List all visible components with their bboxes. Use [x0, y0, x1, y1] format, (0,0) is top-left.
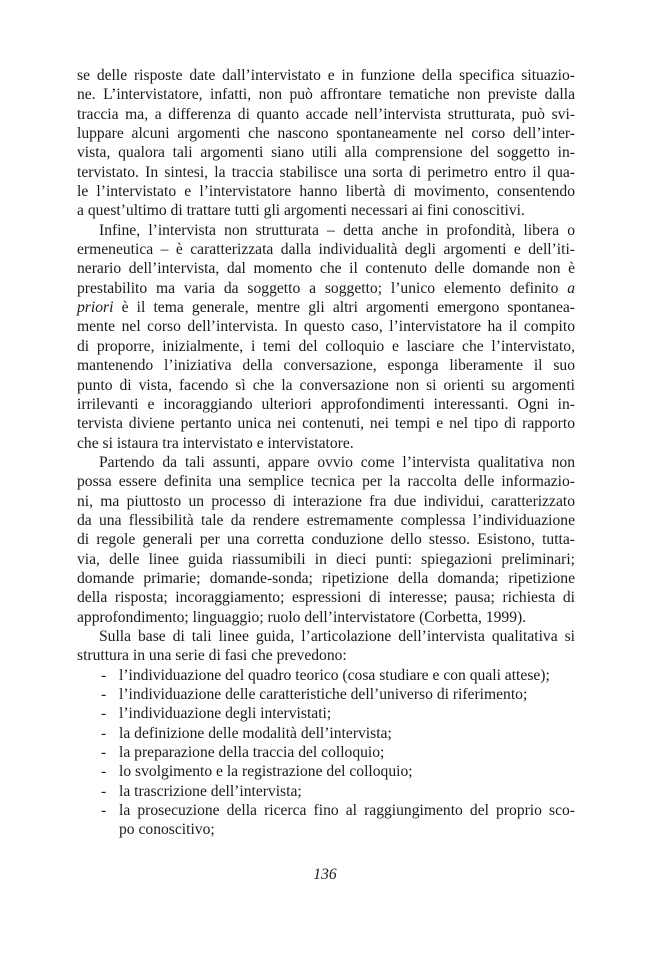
list-item	[77, 704, 575, 723]
list-item-text: la preparazione della traccia del colloquio;	[119, 744, 385, 762]
list-item	[77, 743, 575, 762]
dash-bullet-icon: -	[101, 802, 107, 820]
text-line: di regole generali per una corretta conduzione dello stesso. Esistono, tutta-	[77, 531, 575, 549]
text-line: Sulla base di tali linee guida, l’articolazione dell’intervista qualitativa si	[99, 627, 575, 645]
text-line: struttura in una serie di fasi che prevedono:	[77, 647, 347, 665]
text-line: via, delle linee guida riassumibili in dieci punti: spiegazioni preliminari;	[77, 550, 575, 568]
list-item	[77, 666, 575, 685]
text-line: se delle risposte date dall’intervistato e in funzione della specifica situazio-	[77, 67, 575, 84]
text-fragment: è il tema generale, mentre gli altri argomenti emergono spontanea-	[121, 299, 575, 317]
text-line: vista, qualora tali argomenti siano utili alla comprensione del soggetto in-	[77, 144, 575, 162]
dash-bullet-icon: -	[101, 782, 107, 800]
text-line: da una flessibilità tale da rendere estremamente complessa l’individuazione	[77, 511, 575, 529]
text-line: della risposta; incoraggiamento; espressioni di interesse; pausa; richiesta di	[77, 589, 575, 607]
list-item-text: lo svolgimento e la registrazione del colloquio;	[119, 763, 413, 781]
text-line	[77, 298, 575, 317]
text-line	[77, 279, 575, 298]
list-item-text: po conoscitivo;	[119, 821, 215, 839]
text-line: mente nel corso dell’intervista. In questo caso, l’intervistatore ha il compito	[77, 318, 575, 336]
list-item	[77, 782, 575, 801]
text-line: ermeneutica – è caratterizzata dalla individualità degli argomenti e dell’iti-	[77, 241, 575, 259]
text-line: tervista diviene pertanto unica nei contenuti, nei tempi e nel tipo di rapporto	[77, 415, 575, 433]
paragraph-1	[77, 66, 575, 221]
list-item-text: la prosecuzione della ricerca fino al raggiungimento del proprio sco-	[119, 802, 575, 820]
text-line: nerario dell’intervista, dal momento che il contenuto delle domande non è	[77, 260, 575, 278]
text-line: irrilevanti e incoraggiando ulteriori approfondimenti interessanti. Ogni in-	[77, 395, 575, 413]
dash-bullet-icon: -	[101, 666, 107, 684]
list-item-text: la trascrizione dell’intervista;	[119, 782, 302, 800]
list-item-text: l’individuazione degli intervistati;	[119, 705, 332, 723]
text-line: di proporre, inizialmente, i temi del colloquio e lasciare che l’intervistato,	[77, 337, 575, 355]
document-page	[77, 66, 575, 840]
text-line: a quest’ultimo di trattare tutti gli argomenti necessari ai fini conoscitivi.	[77, 202, 525, 220]
text-line: Infine, l’intervista non strutturata – detta anche in profondità, libera o	[99, 221, 575, 239]
dash-bullet-icon: -	[101, 705, 107, 723]
page-number: 136	[313, 866, 337, 883]
text-line: ne. L’intervistatore, infatti, non può affrontare tematiche non previste dalla	[77, 86, 575, 104]
list-item	[77, 685, 575, 704]
text-line: traccia ma, a differenza di quanto accade nell’intervista strutturata, può svi-	[77, 105, 575, 123]
text-line: tervistato. In sintesi, la traccia stabilisce una sorta di perimetro entro il qua-	[77, 163, 575, 181]
dash-bullet-icon: -	[101, 686, 107, 703]
dash-bullet-icon: -	[101, 724, 107, 742]
list-item-text: la definizione delle modalità dell’intervista;	[119, 724, 392, 742]
text-line: Partendo da tali assunti, appare ovvio come l’intervista qualitativa non	[99, 453, 575, 471]
paragraph-3	[77, 453, 575, 627]
paragraph-4	[77, 627, 575, 666]
list-item-text: l’individuazione delle caratteristiche dell’universo di riferimento;	[119, 686, 528, 703]
text-fragment: prestabilito ma varia da soggetto a soggetto; l’unico elemento definito	[77, 279, 559, 297]
dash-bullet-icon: -	[101, 763, 107, 781]
text-line: che si istaura tra intervistato e intervistatore.	[77, 434, 354, 452]
text-line: luppare alcuni argomenti che nascono spontaneamente nel corso dell’inter-	[77, 125, 575, 143]
text-line: punto di vista, facendo sì che la conversazione non si orienti su argomenti	[77, 376, 575, 394]
list-item	[77, 724, 575, 743]
dash-bullet-icon: -	[101, 744, 107, 762]
text-line: mantenendo l’iniziativa della conversazione, esponga liberamente il suo	[77, 357, 575, 375]
text-line: le l’intervistato e l’intervistatore hanno libertà di movimento, consentendo	[77, 183, 575, 201]
text-line: domande primarie; domande-sonda; ripetizione della domanda; ripetizione	[77, 569, 575, 587]
list-item-text: l’individuazione del quadro teorico (cosa studiare e con quali attese);	[119, 666, 550, 684]
list-item	[77, 801, 575, 840]
italic-term-a: a	[567, 279, 576, 297]
text-line: approfondimento; linguaggio; ruolo dell’intervistatore (Corbetta, 1999).	[77, 608, 527, 626]
phase-list	[77, 666, 575, 840]
paragraph-2	[77, 221, 575, 453]
list-item	[77, 762, 575, 781]
text-line: possa essere definita una semplice tecnica per la raccolta delle informazio-	[77, 473, 575, 491]
text-line: ni, ma piuttosto un processo di interazione fra due individui, caratterizzato	[77, 492, 575, 510]
italic-term-priori: priori	[77, 299, 114, 317]
